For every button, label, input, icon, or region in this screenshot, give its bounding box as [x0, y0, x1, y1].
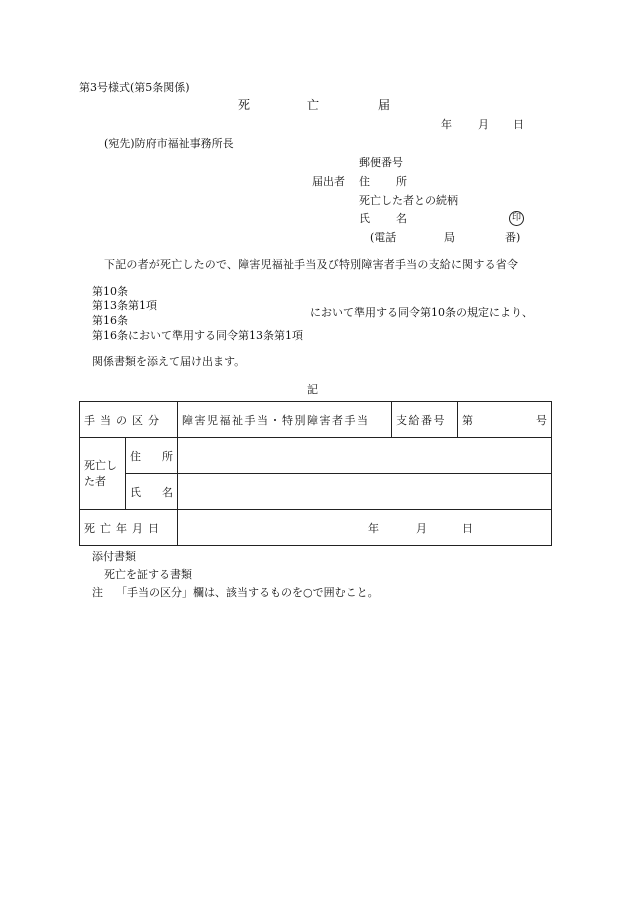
death-month: 月 [416, 522, 427, 535]
name-char-1: 氏 [130, 485, 141, 499]
note-label: 注 [92, 586, 103, 599]
death-year: 年 [368, 522, 379, 535]
attachment-item: 死亡を証する書類 [104, 568, 192, 581]
deceased-name-label [126, 474, 178, 510]
addressee: (宛先)防府市福祉事務所長 [104, 137, 234, 150]
address-char-2: 所 [162, 449, 173, 463]
form-number: 第3号様式(第5条関係) [79, 81, 190, 94]
phone-label-1: (電話 [370, 231, 397, 244]
notification-table [79, 401, 552, 546]
deceased-label-line-2: た者 [84, 474, 106, 488]
deceased-name-field[interactable] [178, 474, 552, 510]
closing-text: 関係書類を添えて届け出ます。 [92, 355, 246, 368]
payment-number-field[interactable] [458, 402, 552, 438]
article-option-3: 第16条 [92, 314, 128, 327]
table-row [80, 474, 552, 510]
date-month: 月 [478, 118, 489, 131]
continuation-text: において準用する同令第10条の規定により、 [310, 306, 533, 319]
seal-icon: 印 [509, 211, 524, 226]
name-char-2: 名 [162, 485, 173, 499]
title-char-3: 届 [378, 98, 391, 112]
article-option-4: 第16条において準用する同令第13条第1項 [92, 329, 303, 342]
article-option-1: 第10条 [92, 285, 128, 298]
address-char-1: 住 [130, 449, 141, 463]
name-label-char-2: 名 [396, 212, 407, 225]
article-option-2: 第13条第1項 [92, 299, 157, 312]
allowance-value[interactable]: 障害児福祉手当・特別障害者手当 [178, 402, 392, 438]
deceased-label-line-1: 死亡し [84, 458, 117, 472]
name-label-char-1: 氏 [359, 212, 370, 225]
deceased-address-field[interactable] [178, 438, 552, 474]
phone-label-2: 局 [444, 231, 455, 244]
address-label-char-1: 住 [359, 175, 370, 188]
death-date-label: 死亡年月日 [80, 510, 178, 546]
relation-label: 死亡した者との続柄 [359, 194, 458, 207]
table-row [80, 438, 552, 474]
title-char-1: 死 [238, 98, 251, 112]
payment-number-label: 支給番号 [392, 402, 458, 438]
payment-number-suffix: 号 [536, 413, 547, 427]
payment-number-prefix: 第 [462, 413, 473, 427]
date-day: 日 [513, 118, 524, 131]
intro-text: 下記の者が死亡したので、障害児福祉手当及び特別障害者手当の支給に関する省令 [104, 258, 519, 271]
table-row [80, 510, 552, 546]
deceased-label [80, 438, 126, 510]
notifier-role-label: 届出者 [312, 175, 345, 188]
ki-heading: 記 [307, 383, 318, 396]
note-text: 「手当の区分」欄は、該当するものを○で囲むこと。 [116, 586, 379, 599]
death-date-field[interactable] [178, 510, 552, 546]
table-row [80, 402, 552, 438]
title-char-2: 亡 [307, 98, 320, 112]
phone-label-3: 番) [505, 231, 521, 244]
address-label-char-2: 所 [396, 175, 407, 188]
death-day: 日 [462, 522, 473, 535]
date-year: 年 [441, 118, 452, 131]
deceased-address-label [126, 438, 178, 474]
attachments-label: 添付書類 [92, 550, 136, 563]
allowance-label: 手当の区分 [80, 402, 178, 438]
postal-code-label: 郵便番号 [359, 156, 403, 169]
